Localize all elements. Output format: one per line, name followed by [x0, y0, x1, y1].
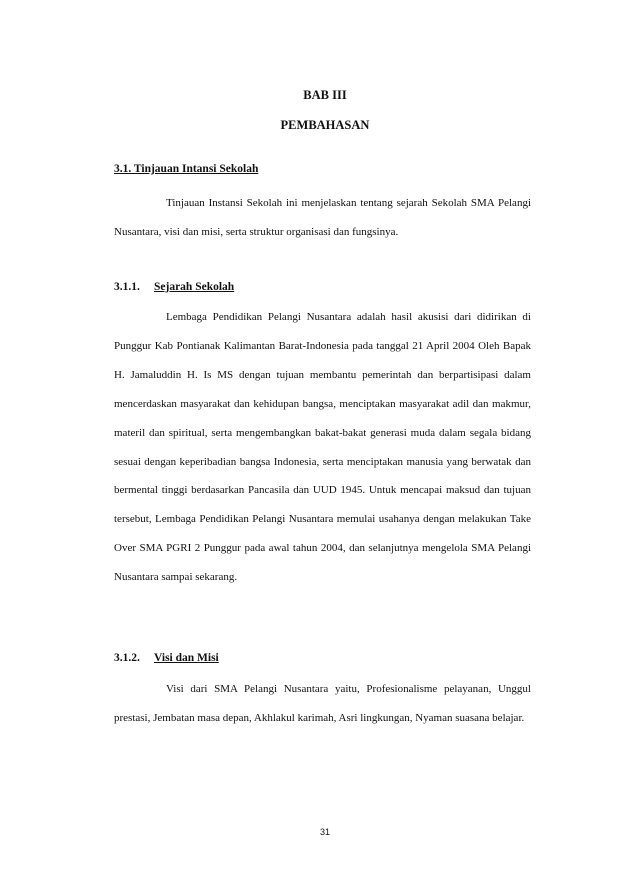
- subsection-vision-heading: [114, 652, 219, 664]
- vision-paragraph: Visi dari SMA Pelangi Nusantara yaitu, Profesionalisme pelayanan, Unggul prestasi, Jembatan masa depan, Akhlakul karimah, Asri lingkungan, Nyaman suasana belajar.: [114, 683, 531, 724]
- subsection-vision-number: 3.1.2.: [114, 652, 140, 664]
- chapter-label: BAB III: [303, 88, 347, 102]
- subsection-vision-title: Visi dan Misi: [154, 652, 219, 664]
- history-paragraph: Lembaga Pendidikan Pelangi Nusantara adalah hasil akusisi dari didirikan di Punggur Kab Pontianak Kalimantan Barat-Indonesia pada tanggal 21 April 2004 Oleh Bapak H. Jamaluddin H. Is MS dengan tujuan membantu pemerintah dan berpartisipasi dalam mencerdaskan masyarakat dan kehidupan bangsa, menciptakan masyarakat adil dan makmur, materil dan spiritual, serta mengembangkan bakat-bakat generasi muda dalam segala bidang sesuai dengan keperibadian bangsa Indonesia, serta menciptakan manusia yang berwatak dan bermental tinggi berdasarkan Pancasila dan UUD 1945. Untuk mencapai maksud dan tujuan tersebut, Lembaga Pendidikan Pelangi Nusantara memulai usahanya dengan melakukan Take Over SMA PGRI 2 Punggur pada awal tahun 2004, dan selanjutnya mengelola SMA Pelangi Nusantara sampai sekarang.: [114, 311, 531, 584]
- chapter-title: PEMBAHASAN: [280, 118, 370, 132]
- subsection-history-title: Sejarah Sekolah: [154, 281, 235, 293]
- page-number: 31: [319, 827, 330, 837]
- subsection-history-heading: [114, 281, 234, 293]
- subsection-history-number: 3.1.1.: [114, 281, 140, 293]
- section-heading-text: 3.1. Tinjauan Intansi Sekolah: [114, 163, 259, 175]
- section-intro-paragraph: Tinjauan Instansi Sekolah ini menjelaskan tentang sejarah Sekolah SMA Pelangi Nusantara, visi dan misi, serta struktur organisasi dan fungsinya.: [114, 197, 531, 238]
- section-heading: [114, 163, 258, 175]
